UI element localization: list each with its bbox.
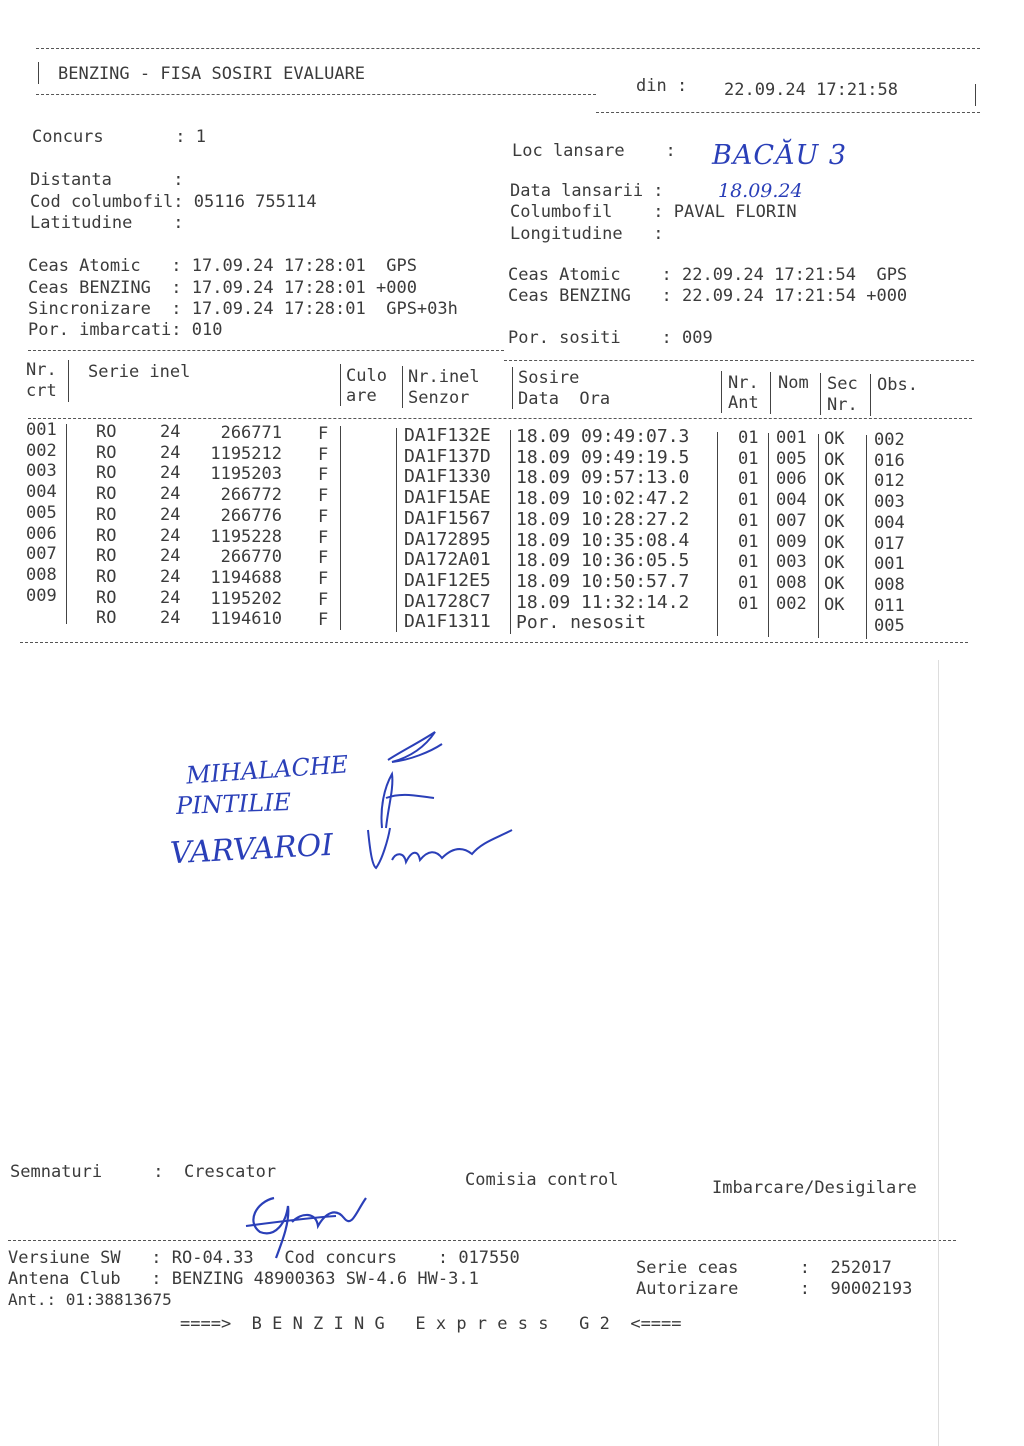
- cell-sex: F: [318, 506, 329, 527]
- col-header-nom: Nom: [778, 373, 809, 393]
- ceas-atomic-start: Ceas Atomic : 17.09.24 17:28:01 GPS: [28, 256, 417, 276]
- cell-sex: F: [318, 568, 329, 589]
- table-top-rule-right: [504, 360, 974, 361]
- cell-senzor: DA172A01: [404, 549, 491, 571]
- cod-columbofil-field: Cod columbofil: 05116 755114: [30, 192, 317, 212]
- cell-an: 24: [160, 463, 181, 484]
- handwritten-name-2: PINTILIE: [175, 788, 292, 820]
- concurs-field: Concurs : 1: [32, 127, 206, 147]
- cell-tara: RO: [96, 608, 117, 629]
- antena-id: Ant.: 01:38813675: [8, 1290, 172, 1309]
- cell-obs: 004: [874, 512, 905, 533]
- cell-an: 24: [160, 546, 181, 567]
- cell-nom: 005: [776, 448, 807, 469]
- cell-serie-inel: 1194688: [210, 567, 282, 588]
- header-sep-3: [402, 366, 403, 408]
- ceas-benzing-end: Ceas BENZING : 22.09.24 17:21:54 +000: [508, 286, 908, 306]
- cell-serie-inel: 266771: [220, 423, 282, 443]
- table-row: [0, 585, 1024, 616]
- page-edge-line: [938, 660, 939, 1446]
- columbofil-field: Columbofil : PAVAL FLORIN: [510, 202, 797, 222]
- cell-sosire: 18.09 09:49:07.3: [516, 426, 690, 447]
- ceas-atomic-end: Ceas Atomic : 22.09.24 17:21:54 GPS: [508, 265, 908, 285]
- cell-sosire: 18.09 09:49:19.5: [516, 446, 690, 468]
- comisia-control-label: Comisia control: [465, 1170, 619, 1190]
- cell-nr-ant: 01: [738, 572, 759, 593]
- cell-senzor: DA1F1330: [404, 466, 491, 488]
- cell-obs: 001: [874, 554, 905, 575]
- cell-sosire: 18.09 09:57:13.0: [516, 467, 690, 489]
- header-bottom-rule: [596, 112, 980, 113]
- header-left-bar: [38, 62, 39, 84]
- header-sep-2: [340, 364, 341, 406]
- col-header-nr-inel-1: Nr.inel: [408, 367, 480, 387]
- cell-serie-inel: 1195228: [210, 526, 282, 547]
- cell-sex: F: [318, 527, 329, 548]
- signature-3: [362, 820, 522, 880]
- cell-sex: F: [318, 424, 329, 444]
- cell-sosire: 18.09 10:02:47.2: [516, 488, 690, 510]
- cell-sex: F: [318, 486, 329, 507]
- cell-sec-nr: OK: [824, 594, 845, 615]
- cell-nom: 004: [776, 490, 807, 511]
- cell-serie-inel: 1195203: [210, 464, 282, 485]
- cell-sec-nr: OK: [824, 573, 845, 594]
- longitudine-field: Longitudine :: [510, 224, 664, 244]
- cell-nom: 007: [776, 510, 807, 531]
- col-header-sosire-2: Data Ora: [518, 389, 611, 409]
- footer-rule: [8, 1240, 956, 1241]
- header-sep-4: [512, 367, 513, 409]
- cell-senzor: DA1F137D: [404, 445, 491, 467]
- cell-an: 24: [160, 484, 181, 505]
- cell-senzor: DA1F15AE: [404, 487, 491, 509]
- cell-obs: 002: [874, 430, 905, 450]
- cell-tara: RO: [96, 587, 117, 608]
- imbarcare-label: Imbarcare/Desigilare: [712, 1178, 917, 1198]
- cell-sosire: 18.09 10:50:57.7: [516, 570, 690, 592]
- table-row: [0, 461, 1024, 492]
- cell-tara: RO: [96, 442, 117, 463]
- cell-nom: 003: [776, 552, 807, 573]
- header-right-bar: [975, 84, 976, 106]
- loc-lansare-handwritten: BACĂU 3: [712, 140, 848, 171]
- cell-sosire: 18.09 10:36:05.5: [516, 550, 690, 572]
- handwritten-name-3: VARVAROI: [169, 827, 334, 872]
- cell-nr-ant: 01: [738, 593, 759, 614]
- col-header-sec-2: Nr.: [827, 395, 858, 415]
- cell-serie-inel: 1195202: [210, 588, 282, 609]
- header-top-rule: [36, 48, 980, 49]
- col-header-nr-crt-2: crt: [26, 381, 57, 401]
- cell-tara: RO: [96, 422, 117, 442]
- distanta-field: Distanta :: [30, 170, 184, 190]
- cell-tara: RO: [96, 546, 117, 567]
- cell-sosire: 18.09 10:35:08.4: [516, 529, 690, 551]
- header-sep-7: [820, 373, 821, 415]
- header-mid-rule: [36, 94, 596, 95]
- cell-sex: F: [318, 465, 329, 486]
- cell-obs: 005: [874, 616, 905, 637]
- cell-nr-ant: 01: [738, 531, 759, 552]
- autorizare: Autorizare : 90002193: [636, 1279, 913, 1299]
- header-sep-8: [870, 374, 871, 416]
- handwritten-name-1: MIHALACHE: [185, 750, 350, 790]
- header-date-value: 22.09.24 17:21:58: [724, 80, 898, 100]
- cell-sec-nr: OK: [824, 491, 845, 512]
- cell-sec-nr: OK: [824, 553, 845, 574]
- data-lansarii-label: Data lansarii :: [510, 181, 664, 201]
- header-sep-6: [770, 372, 771, 414]
- cell-nr-crt: 007: [26, 544, 57, 565]
- col-header-serie-inel: Serie inel: [88, 362, 191, 382]
- table-bottom-rule: [20, 642, 968, 643]
- cell-obs: 003: [874, 492, 905, 513]
- cell-obs: 017: [874, 533, 905, 554]
- antena-club: Antena Club : BENZING 48900363 SW-4.6 HW-3.1: [8, 1269, 479, 1289]
- header-sep-1: [68, 360, 69, 402]
- cell-serie-inel: 266772: [220, 485, 282, 506]
- cell-sosire: Por. nesosit: [516, 612, 647, 634]
- cell-an: 24: [160, 587, 181, 608]
- header-date-label: din :: [636, 76, 688, 96]
- table-top-rule-left: [28, 350, 504, 351]
- cell-senzor: DA1F12E5: [404, 569, 491, 591]
- col-header-nr-inel-2: Senzor: [408, 388, 470, 408]
- cell-tara: RO: [96, 504, 117, 525]
- cell-an: 24: [160, 442, 181, 463]
- versiune-sw: Versiune SW : RO-04.33 Cod concurs : 017550: [8, 1248, 520, 1268]
- cell-nr-ant: 01: [738, 510, 759, 531]
- cell-nom: 009: [776, 531, 807, 552]
- signature-1: [380, 722, 450, 772]
- cell-senzor: DA1728C7: [404, 590, 491, 612]
- cell-nr-ant: 01: [738, 448, 759, 469]
- col-header-obs: Obs.: [877, 375, 918, 395]
- cell-tara: RO: [96, 463, 117, 484]
- cell-nr-ant: 01: [738, 552, 759, 573]
- semnaturi-label: Semnaturi : Crescator: [10, 1162, 277, 1182]
- cell-obs: 016: [874, 450, 905, 471]
- cell-an: 24: [160, 525, 181, 546]
- cell-tara: RO: [96, 525, 117, 546]
- cell-sosire: 18.09 10:28:27.2: [516, 508, 690, 530]
- cell-tara: RO: [96, 566, 117, 587]
- cell-senzor: DA1F1311: [404, 611, 491, 633]
- document-title: BENZING - FISA SOSIRI EVALUARE: [58, 64, 366, 84]
- col-header-nr-ant-1: Nr.: [728, 373, 759, 393]
- serie-ceas: Serie ceas : 252017: [636, 1258, 892, 1278]
- loc-lansare-label: Loc lansare :: [512, 141, 676, 161]
- cell-nom: 002: [776, 593, 807, 614]
- cell-tara: RO: [96, 484, 117, 505]
- col-header-nr-crt-1: Nr.: [26, 360, 57, 380]
- cell-senzor: DA172895: [404, 528, 491, 550]
- cell-sex: F: [318, 548, 329, 569]
- porumbei-sositi: Por. sositi : 009: [508, 328, 713, 348]
- table-row: [0, 420, 1024, 450]
- cell-nr-crt: 004: [26, 482, 57, 503]
- cell-sosire: 18.09 11:32:14.2: [516, 591, 690, 613]
- cell-obs: 008: [874, 574, 905, 595]
- cell-senzor: DA1F1567: [404, 507, 491, 529]
- cell-serie-inel: 1195212: [210, 443, 282, 464]
- cell-nom: 008: [776, 572, 807, 593]
- cell-nr-crt: 001: [26, 420, 57, 440]
- header-sep-5: [721, 371, 722, 413]
- porumbei-imbarcati: Por. imbarcati: 010: [28, 320, 223, 340]
- latitudine-field: Latitudine :: [30, 213, 184, 233]
- cell-nom: 001: [776, 428, 807, 448]
- cell-sec-nr: OK: [824, 511, 845, 532]
- cell-nr-ant: 01: [738, 428, 759, 448]
- cell-sex: F: [318, 610, 329, 631]
- table-row: [0, 440, 1024, 471]
- cell-sec-nr: OK: [824, 449, 845, 470]
- col-header-sosire-1: Sosire: [518, 368, 580, 388]
- table-header-rule: [28, 418, 972, 419]
- sincronizare: Sincronizare : 17.09.24 17:28:01 GPS+03h: [28, 299, 458, 319]
- cell-nr-crt: 006: [26, 523, 57, 544]
- table-row: [0, 523, 1024, 554]
- cell-sex: F: [318, 444, 329, 465]
- cell-nr-ant: 01: [738, 490, 759, 511]
- cell-nr-crt: 008: [26, 564, 57, 585]
- cell-nr-crt: 009: [26, 585, 57, 606]
- col-header-culoare-2: are: [346, 386, 377, 406]
- cell-obs: 011: [874, 595, 905, 616]
- brand-line: ====> B E N Z I N G E x p r e s s G 2 <====: [180, 1314, 682, 1334]
- table-row: [0, 608, 1024, 637]
- cell-nr-crt: 003: [26, 461, 57, 482]
- cell-an: 24: [160, 422, 181, 442]
- cell-sec-nr: OK: [824, 532, 845, 553]
- cell-nr-ant: 01: [738, 469, 759, 490]
- cell-an: 24: [160, 504, 181, 525]
- cell-serie-inel: 266770: [220, 547, 282, 568]
- cell-nom: 006: [776, 469, 807, 490]
- cell-nr-crt: 002: [26, 440, 57, 461]
- cell-obs: 012: [874, 471, 905, 492]
- col-header-sec-1: Sec: [827, 374, 858, 394]
- ceas-benzing-start: Ceas BENZING : 17.09.24 17:28:01 +000: [28, 278, 417, 298]
- cell-sec-nr: OK: [824, 429, 845, 449]
- cell-sec-nr: OK: [824, 470, 845, 491]
- cell-nr-crt: 005: [26, 502, 57, 523]
- cell-an: 24: [160, 566, 181, 587]
- cell-sex: F: [318, 589, 329, 610]
- cell-serie-inel: 266776: [220, 505, 282, 526]
- col-header-culoare-1: Culo: [346, 366, 387, 386]
- cell-an: 24: [160, 608, 181, 629]
- data-lansarii-handwritten: 18.09.24: [718, 180, 803, 202]
- col-header-nr-ant-2: Ant: [728, 393, 759, 413]
- cell-senzor: DA1F132E: [404, 425, 491, 446]
- cell-serie-inel: 1194610: [210, 609, 282, 630]
